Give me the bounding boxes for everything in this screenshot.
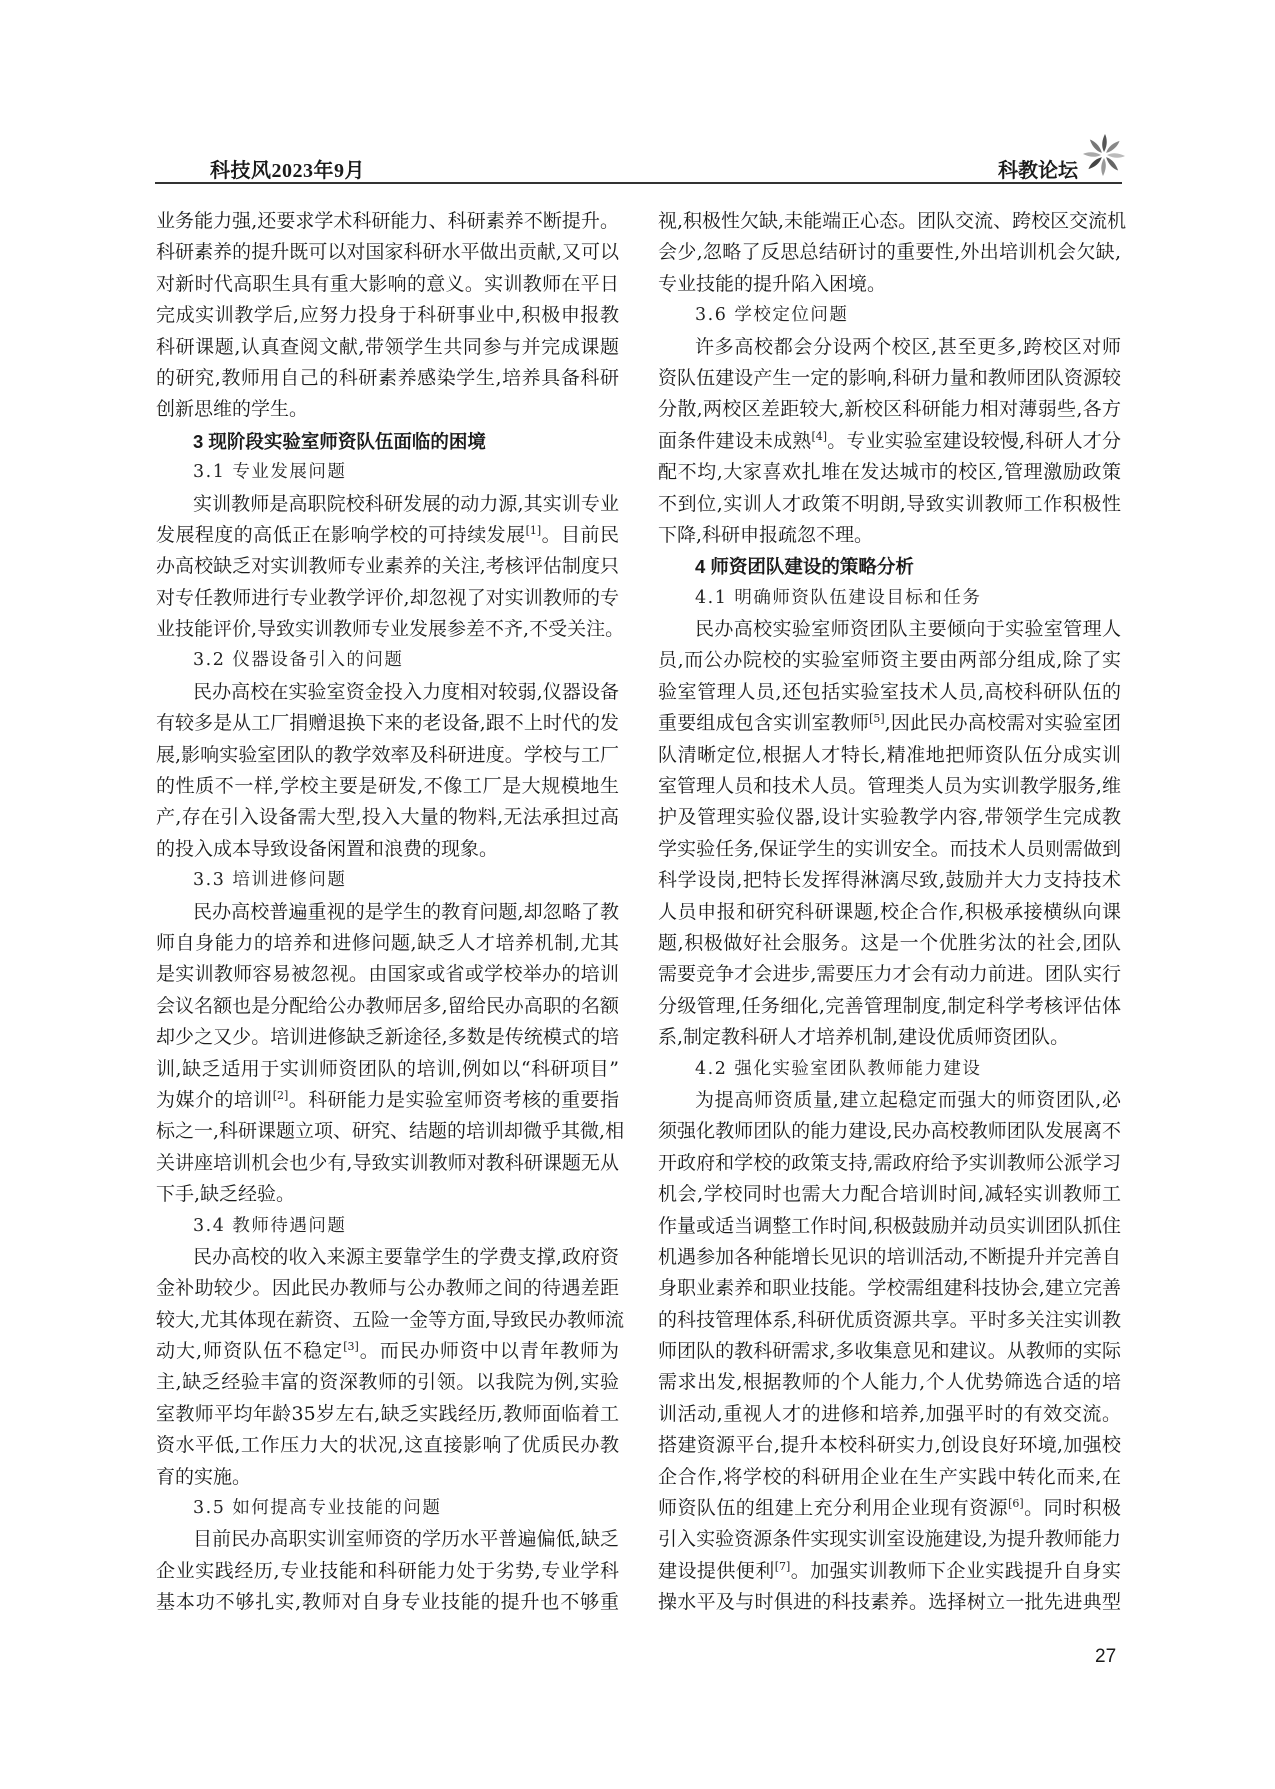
text-line: 企业实践经历,专业技能和科研能力处于劣势,专业学科 <box>156 1559 619 1582</box>
text-line: 民办高校在实验室资金投入力度相对较弱,仪器设备 <box>193 680 619 703</box>
header-rule <box>155 182 1122 184</box>
text-line: 员,而公办院校的实验室师资主要由两部分组成,除了实 <box>658 649 1121 672</box>
logo-petal <box>1083 152 1101 157</box>
text-line: 人员申报和研究科研课题,校企合作,积极承接横纵向课 <box>658 900 1121 923</box>
text-line: 搭建资源平台,提升本校科研实力,创设良好环境,加强校 <box>658 1434 1121 1457</box>
text-line: 不到位,实训人才政策不明朗,导致实训教师工作积极性 <box>658 492 1121 515</box>
text-line: 训,缺乏适用于实训师资团队的培训,例如以“科研项目” <box>156 1057 619 1080</box>
text-line: 重要组成包含实训室教师[5],因此民办高校需对实验室团 <box>658 712 1121 735</box>
logo-petal <box>1107 153 1125 158</box>
text-line: 学实验任务,保证学生的实训安全。而技术人员则需做到 <box>658 837 1121 860</box>
text-line: 会议名额也是分配给公办教师居多,留给民办高职的名额 <box>156 994 619 1017</box>
text-line: 动大,师资队伍不稳定[3]。而民办师资中以青年教师为 <box>156 1340 619 1363</box>
paragraph <box>156 1242 625 1493</box>
citation-ref: [5] <box>869 712 885 726</box>
text-line: 的科技管理体系,科研优质资源共享。平时多关注实训教 <box>658 1308 1121 1331</box>
section-heading: 3 现阶段实验室师资队伍面临的困境 <box>193 430 486 452</box>
subsection-heading: 3.2 仪器设备引入的问题 <box>193 650 404 671</box>
text-line: 为提高师资质量,建立起稳定而强大的师资团队,必 <box>695 1088 1121 1111</box>
column-name: 科教论坛 <box>998 160 1078 182</box>
text-line: 发展程度的高低正在影响学校的可持续发展[1]。目前民 <box>156 523 619 546</box>
subsection-heading: 3.6 学校定位问题 <box>695 305 849 326</box>
text-line: 企合作,将学校的科研用企业在生产实践中转化而来,在 <box>658 1465 1121 1488</box>
text-line: 配不均,大家喜欢扎堆在发达城市的校区,管理激励政策 <box>658 461 1121 484</box>
paragraph <box>156 489 625 646</box>
logo-petal <box>1087 155 1103 171</box>
text-line: 会少,忽略了反思总结研讨的重要性,外出培训机会欠缺, <box>658 241 1121 264</box>
text-line: 较大,尤其体现在薪资、五险一金等方面,导致民办教师流 <box>156 1308 625 1331</box>
text-line: 民办高校实验室师资团队主要倾向于实验室管理人 <box>695 618 1121 641</box>
text-line: 资水平低,工作压力大的状况,这直接影响了优质民办教 <box>156 1434 619 1457</box>
text-line: 须强化教师团队的能力建设,民办高校教师团队发展离不 <box>658 1120 1121 1143</box>
text-line: 分散,两校区差距较大,新校区科研能力相对薄弱些,各方 <box>658 398 1121 421</box>
text-line: 下手,缺乏经验。 <box>156 1183 296 1206</box>
text-line: 关讲座培训机会也少有,导致实训教师对教科研课题无从 <box>156 1151 619 1174</box>
text-line: 作量或适当调整工作时间,积极鼓励并动员实训团队抓住 <box>658 1214 1121 1237</box>
text-line: 题,积极做好社会服务。这是一个优胜劣汰的社会,团队 <box>658 931 1121 954</box>
text-line: 室管理人员和技术人员。管理类人员为实训教学服务,维 <box>658 775 1121 798</box>
text-line: 展,影响实验室团队的教学效率及科研进度。学校与工厂 <box>156 743 619 766</box>
logo-petal <box>1105 139 1121 155</box>
subsection-heading: 4.1 明确师资队伍建设目标和任务 <box>695 587 982 608</box>
text-line: 完成实训教学后,应努力投身于科研事业中,积极申报教 <box>156 304 619 327</box>
text-line: 需要竞争才会进步,需要压力才会有动力前进。团队实行 <box>658 963 1121 986</box>
text-line: 办高校缺乏对实训教师专业素养的关注,考核评估制度只 <box>156 555 619 578</box>
left-column <box>156 206 625 1619</box>
text-line: 分级管理,任务细化,完善管理制度,制定科学考核评估体 <box>658 994 1121 1017</box>
text-line: 视,积极性欠缺,未能端正心态。团队交流、跨校区交流机 <box>658 210 1127 232</box>
subsection-heading: 3.3 培训进修问题 <box>193 870 347 891</box>
text-line: 有较多是从工厂捐赠退换下来的老设备,跟不上时代的发 <box>156 712 619 735</box>
text-line: 业务能力强,还要求学术科研能力、科研素养不断提升。 <box>156 210 619 232</box>
text-line: 专业技能的提升陷入困境。 <box>658 272 887 295</box>
text-line: 对新时代高职生具有重大影响的意义。实训教师在平日 <box>156 272 619 295</box>
text-line: 系,制定教科研人才培养机制,建设优质师资团队。 <box>658 1026 1070 1049</box>
text-line: 需求出发,根据教师的个人能力,个人优势筛选合适的培 <box>658 1371 1121 1394</box>
citation-ref: [6] <box>1008 1497 1024 1511</box>
subsection-heading: 3.1 专业发展问题 <box>193 462 347 483</box>
text-line: 创新思维的学生。 <box>156 398 309 421</box>
subsection-heading: 3.4 教师待遇问题 <box>193 1215 347 1236</box>
journal-issue: 科技风2023年9月 <box>210 160 365 182</box>
text-line: 育的实施。 <box>156 1465 252 1488</box>
text-line: 主,缺乏经验丰富的资深教师的引领。以我院为例,实验 <box>156 1371 619 1394</box>
logo-petal <box>1088 138 1104 154</box>
logo-petal <box>1104 156 1120 172</box>
text-line: 身职业素养和职业技能。学校需组建科技协会,建立完善 <box>658 1277 1121 1300</box>
text-line: 操水平及与时俱进的科技素养。选择树立一批先进典型 <box>658 1591 1121 1614</box>
text-line: 民办高校的收入来源主要靠学生的学费支撑,政府资 <box>193 1245 619 1268</box>
subsection-heading: 3.5 如何提高专业技能的问题 <box>193 1498 442 1519</box>
logo-petal <box>1102 134 1107 152</box>
text-line: 科研素养的提升既可以对国家科研水平做出贡献,又可以 <box>156 241 619 264</box>
citation-ref: [7] <box>774 1559 791 1573</box>
text-line: 却少之又少。培训进修缺乏新途径,多数是传统模式的培 <box>156 1026 619 1049</box>
text-line: 验室管理人员,还包括实验室技术人员,高校科研队伍的 <box>658 680 1121 703</box>
page-number: 27 <box>1095 1646 1117 1667</box>
text-line: 队清晰定位,根据人才特长,精准地把师资队伍分成实训 <box>658 743 1121 766</box>
text-line: 的性质不一样,学校主要是研发,不像工厂是大规模地生 <box>156 775 619 798</box>
text-line: 护及管理实验仪器,设计实验教学内容,带领学生完成教 <box>658 806 1121 829</box>
text-line: 的投入成本导致设备闲置和浪费的现象。 <box>156 837 499 860</box>
paragraph <box>658 1085 1121 1619</box>
text-line: 对专任教师进行专业教学评价,却忽视了对实训教师的专 <box>156 586 619 609</box>
text-line: 科研课题,认真查阅文献,带领学生共同参与并完成课题 <box>156 335 619 358</box>
text-line: 基本功不够扎实,教师对自身专业技能的提升也不够重 <box>156 1591 619 1614</box>
paragraph <box>658 206 1127 300</box>
text-line: 训活动,重视人才的进修和培养,加强平时的有效交流。 <box>658 1402 1121 1425</box>
text-line: 面条件建设未成熟[4]。专业实验室建设较慢,科研人才分 <box>658 429 1121 452</box>
pinwheel-logo-icon <box>1083 132 1125 178</box>
paragraph <box>658 332 1121 552</box>
text-line: 建设提供便利[7]。加强实训教师下企业实践提升自身实 <box>658 1559 1121 1582</box>
paragraph <box>156 677 619 865</box>
text-line: 标之一,科研课题立项、研究、结题的培训却微乎其微,相 <box>156 1120 625 1143</box>
right-column <box>658 206 1127 1619</box>
text-line: 资队伍建设产生一定的影响,科研力量和教师团队资源较 <box>658 366 1121 389</box>
citation-ref: [1] <box>525 523 542 537</box>
text-line: 师自身能力的培养和进修问题,缺乏人才培养机制,尤其 <box>156 931 619 954</box>
citation-ref: [2] <box>272 1088 289 1102</box>
citation-ref: [4] <box>811 429 828 443</box>
logo-petal <box>1101 158 1106 176</box>
text-line: 引入实验资源条件实现实训室设施建设,为提升教师能力 <box>658 1528 1121 1551</box>
paragraph <box>156 897 625 1211</box>
text-line: 民办高校普遍重视的是学生的教育问题,却忽略了教 <box>193 900 619 923</box>
citation-ref: [3] <box>343 1340 359 1354</box>
subsection-heading: 4.2 强化实验室团队教师能力建设 <box>695 1058 982 1079</box>
text-line: 科学设岗,把特长发挥得淋漓尽致,鼓励并大力支持技术 <box>658 869 1121 892</box>
text-line: 室教师平均年龄35岁左右,缺乏实践经历,教师面临着工 <box>156 1402 619 1425</box>
text-line: 的研究,教师用自己的科研素养感染学生,培养具备科研 <box>156 366 619 389</box>
text-line: 实训教师是高职院校科研发展的动力源,其实训专业 <box>193 492 619 515</box>
text-line: 师团队的教科研需求,多收集意见和建议。从教师的实际 <box>658 1340 1121 1363</box>
text-line: 机会,学校同时也需大力配合培训时间,减轻实训教师工 <box>658 1183 1121 1206</box>
text-line: 金补助较少。因此民办教师与公办教师之间的待遇差距 <box>156 1277 619 1300</box>
text-line: 许多高校都会分设两个校区,甚至更多,跨校区对师 <box>695 335 1121 358</box>
text-line: 下降,科研申报疏忽不理。 <box>658 523 874 546</box>
text-line: 机遇参加各种能增长见识的培训活动,不断提升并完善自 <box>658 1245 1121 1268</box>
text-line: 开政府和学校的政策支持,需政府给予实训教师公派学习 <box>658 1151 1121 1174</box>
text-line: 为媒介的培训[2]。科研能力是实验室师资考核的重要指 <box>156 1088 619 1111</box>
paragraph <box>156 206 619 426</box>
text-line: 产,存在引入设备需大型,投入大量的物料,无法承担过高 <box>156 806 619 829</box>
text-line: 业技能评价,导致实训教师专业发展参差不齐,不受关注。 <box>156 618 625 641</box>
paragraph <box>658 614 1121 1053</box>
paragraph <box>156 1524 619 1618</box>
text-line: 师资队伍的组建上充分利用企业现有资源[6]。同时积极 <box>658 1497 1121 1520</box>
section-heading: 4 师资团队建设的策略分析 <box>695 556 914 578</box>
text-line: 目前民办高职实训室师资的学历水平普遍偏低,缺乏 <box>193 1528 619 1551</box>
text-line: 是实训教师容易被忽视。由国家或省或学校举办的培训 <box>156 963 619 986</box>
